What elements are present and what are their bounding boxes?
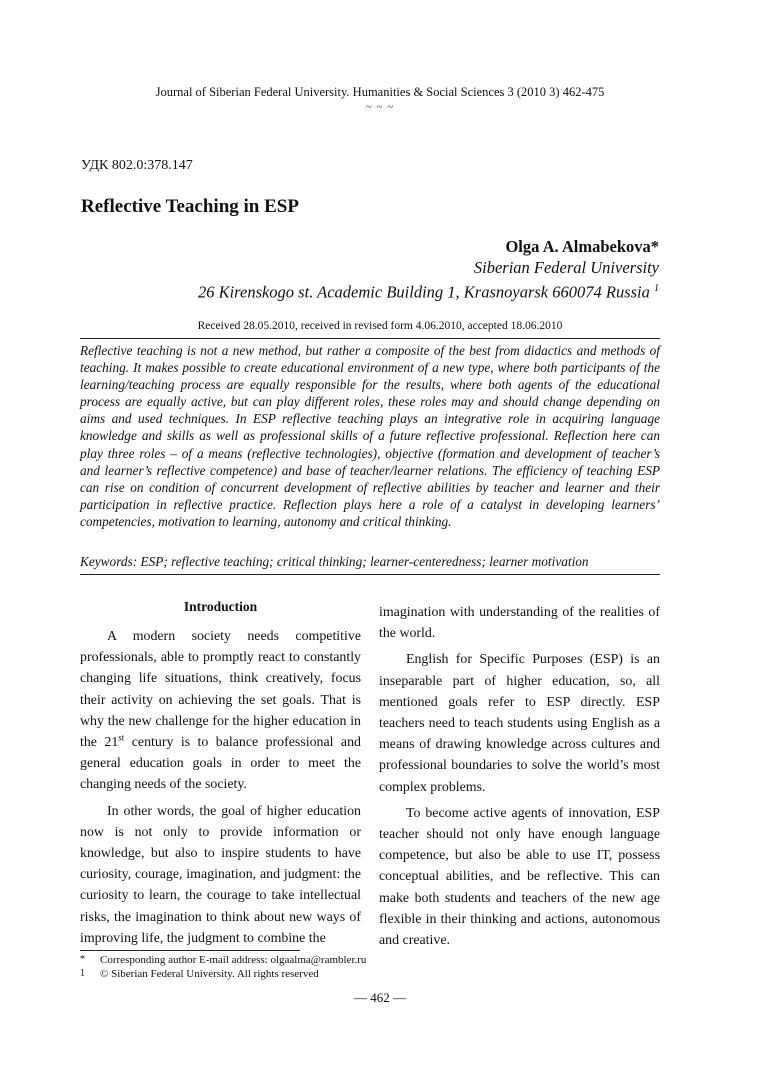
affiliation-footnote-mark: 1 — [654, 283, 659, 294]
paragraph: To become active agents of innovation, ESP teacher should not only have enough language competence, but also be able to use IT, possess conceptual abilities, and be reflective. This can make both students and teachers of the new age flexible in their thinking and actions, autonomous and creative. — [379, 805, 660, 949]
footnote-text: © Siberian Federal University. All rights reserved — [100, 968, 319, 980]
paragraph — [80, 626, 361, 796]
affiliation-address — [198, 278, 659, 303]
left-column — [80, 598, 361, 954]
header-ornament: ~ ~ ~ — [365, 101, 395, 113]
paragraph-text: A modern society needs competitive professionals, able to promptly react to constantly changing life situations, think creatively, focus their activity on achieving the set goals. That is why the new challenge for the higher education in the 21 — [80, 629, 361, 751]
paragraph-text: century is to balance professional and general education goals in order to meet the changing needs of the society. — [80, 735, 361, 793]
article-title: Reflective Teaching in ESP — [81, 196, 299, 217]
page-number: — 462 — — [354, 990, 406, 1005]
abstract: Reflective teaching is not a new method, but rather a composite of the best from didactics and methods of teaching. It makes possible to create educational environment of a new type, where both participants of the learning/teaching process are equally responsible for the results, where both agents of the educational process are equally active, but can play different roles, these roles may and should change depending on aims and used techniques. In ESP reflective teaching plays an integrative role in acquiring language knowledge and skills as well as professional skills of a future reflective professional. Reflection here can play three roles – of a means (reflective technologies), objective (formation and development of teacher’s and learner’s reflective competence) and base of teacher/learner relations. The efficiency of teaching ESP can rise on condition of concurrent development of reflective abilities by teacher and learner and their participation in reflective practice. Reflection plays here a role of a catalyst in developing learners’ competencies, motivation to learning, autonomy and critical thinking. — [80, 343, 660, 529]
footnote-rule — [80, 950, 300, 951]
abstract-top-rule — [80, 338, 660, 339]
right-column — [379, 602, 660, 956]
superscript: st — [118, 732, 125, 743]
udk-code: УДК 802.0:378.147 — [81, 158, 193, 173]
section-title: Introduction — [183, 599, 258, 614]
footnote — [80, 967, 366, 981]
paragraph: English for Specific Purposes (ESP) is an inseparable part of higher education, so, all mentioned goals refer to ESP directly. ESP teachers need to teach students using English as a means of drawing knowledge across cultures and professional boundaries to solve the world’s most complex problems. — [379, 652, 660, 795]
received-dates: Received 28.05.2010, received in revised form 4.06.2010, accepted 18.06.2010 — [197, 320, 563, 332]
footnotes — [80, 953, 366, 981]
author-block — [198, 236, 659, 303]
footnote-mark: 1 — [80, 968, 85, 979]
journal-header: Journal of Siberian Federal University. Humanities & Social Sciences 3 (2010 3) 462-475 — [155, 85, 605, 99]
keywords-bottom-rule — [80, 574, 660, 575]
footnote — [80, 953, 366, 967]
affiliation-address-text: 26 Kirenskogo st. Academic Building 1, Krasnoyarsk 660074 Russia — [197, 282, 650, 302]
footnote-text: Corresponding author E-mail address: olgaalma@rambler.ru — [100, 954, 367, 966]
keywords: Keywords: ESP; reflective teaching; critical thinking; learner-centeredness; learner motivation — [80, 554, 589, 569]
footnote-mark: * — [80, 954, 85, 965]
affiliation-university: Siberian Federal University — [473, 258, 659, 277]
author-name: Olga A. Almabekova* — [505, 237, 659, 256]
paragraph: In other words, the goal of higher education now is not only to provide information or knowledge, but also to inspire students to have curiosity, courage, imagination, and judgment: the curiosity to learn, the courage to take intellectual risks, the imagination to think about new ways of improving life, the judgment to combine the — [80, 803, 361, 946]
paragraph: imagination with understanding of the realities of the world. — [379, 605, 660, 642]
